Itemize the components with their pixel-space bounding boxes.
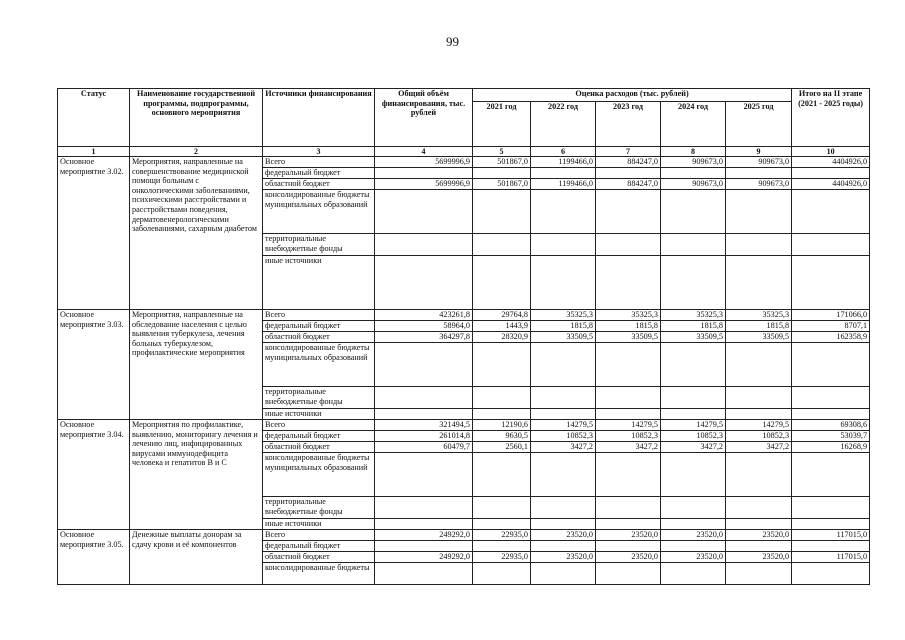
funding-source-cell: областной бюджет: [263, 552, 375, 563]
year-2022-cell: [531, 409, 596, 420]
header-year: 2022 год: [531, 102, 596, 147]
year-2022-cell: [531, 563, 596, 585]
stage-total-cell: 171066,0: [792, 310, 870, 321]
year-2025-cell: [726, 387, 792, 409]
year-2023-cell: [596, 519, 661, 530]
year-2023-cell: [596, 541, 661, 552]
total-volume-cell: 321494,5: [375, 420, 473, 431]
year-2023-cell: 1815,8: [596, 321, 661, 332]
year-2025-cell: [726, 343, 792, 387]
stage-total-cell: [792, 497, 870, 519]
year-2022-cell: [531, 453, 596, 497]
year-2024-cell: 1815,8: [661, 321, 726, 332]
year-2025-cell: [726, 563, 792, 585]
stage-total-cell: [792, 541, 870, 552]
year-2021-cell: 29764,8: [473, 310, 531, 321]
stage-total-cell: 117015,0: [792, 552, 870, 563]
year-2022-cell: 33509,5: [531, 332, 596, 343]
year-2021-cell: 501867,0: [473, 179, 531, 190]
year-2024-cell: [661, 168, 726, 179]
column-number: 7: [596, 147, 661, 157]
year-2025-cell: 3427,2: [726, 442, 792, 453]
header-year: 2023 год: [596, 102, 661, 147]
stage-total-cell: [792, 190, 870, 234]
year-2022-cell: 23520,0: [531, 530, 596, 541]
funding-source-cell: консолидированные бюджеты: [263, 563, 375, 585]
year-2022-cell: 3427,2: [531, 442, 596, 453]
year-2025-cell: [726, 541, 792, 552]
year-2023-cell: [596, 497, 661, 519]
year-2025-cell: [726, 409, 792, 420]
year-2022-cell: [531, 541, 596, 552]
year-2025-cell: 14279,5: [726, 420, 792, 431]
stage-total-cell: 162358,9: [792, 332, 870, 343]
year-2023-cell: [596, 234, 661, 256]
year-2024-cell: 909673,0: [661, 179, 726, 190]
year-2021-cell: 501867,0: [473, 157, 531, 168]
funding-source-cell: федеральный бюджет: [263, 541, 375, 552]
column-number: 1: [58, 147, 130, 157]
total-volume-cell: [375, 563, 473, 585]
year-2022-cell: 23520,0: [531, 552, 596, 563]
year-2023-cell: [596, 190, 661, 234]
table-row: [58, 157, 870, 168]
stage-total-cell: 4404926,0: [792, 157, 870, 168]
funding-source-cell: территориальные внебюджетные фонды: [263, 387, 375, 409]
total-volume-cell: [375, 519, 473, 530]
stage-total-cell: 117015,0: [792, 530, 870, 541]
column-number: 4: [375, 147, 473, 157]
year-2021-cell: [473, 234, 531, 256]
year-2024-cell: [661, 343, 726, 387]
year-2021-cell: [473, 453, 531, 497]
funding-source-cell: консолидированные бюджеты муниципальных образований: [263, 190, 375, 234]
activity-name-cell: Денежные выплаты донорам за сдачу крови и её компонентов: [130, 530, 263, 585]
year-2022-cell: [531, 343, 596, 387]
activity-name-cell: Мероприятия по профилактике, выявлению, мониторингу лечения и лечению лиц, инфицированных вирусами иммунодефицита человека и гепатитов В и С: [130, 420, 263, 530]
stage-total-cell: [792, 519, 870, 530]
header-total-volume: Общий объём финансирования, тыс. рублей: [375, 89, 473, 147]
year-2024-cell: 909673,0: [661, 157, 726, 168]
total-volume-cell: [375, 541, 473, 552]
funding-source-cell: консолидированные бюджеты муниципальных образований: [263, 343, 375, 387]
year-2022-cell: [531, 387, 596, 409]
year-2024-cell: [661, 541, 726, 552]
year-2025-cell: 10852,3: [726, 431, 792, 442]
total-volume-cell: [375, 256, 473, 310]
funding-source-cell: иные источники: [263, 519, 375, 530]
year-2025-cell: [726, 168, 792, 179]
funding-source-cell: областной бюджет: [263, 179, 375, 190]
year-2021-cell: 28320,9: [473, 332, 531, 343]
year-2025-cell: 909673,0: [726, 179, 792, 190]
year-2025-cell: 23520,0: [726, 530, 792, 541]
status-cell: Основное мероприятие 3.03.: [58, 310, 130, 420]
year-2025-cell: [726, 190, 792, 234]
funding-source-cell: территориальные внебюджетные фонды: [263, 234, 375, 256]
stage-total-cell: [792, 256, 870, 310]
year-2025-cell: 23520,0: [726, 552, 792, 563]
status-cell: Основное мероприятие 3.04.: [58, 420, 130, 530]
year-2023-cell: [596, 409, 661, 420]
table-row: [58, 420, 870, 431]
year-2023-cell: 35325,3: [596, 310, 661, 321]
total-volume-cell: [375, 234, 473, 256]
year-2022-cell: 1199466,0: [531, 179, 596, 190]
year-2024-cell: [661, 190, 726, 234]
year-2024-cell: [661, 563, 726, 585]
year-2025-cell: 909673,0: [726, 157, 792, 168]
year-2024-cell: [661, 234, 726, 256]
header-name: Наименование государственной программы, подпрограммы, основного мероприятия: [130, 89, 263, 147]
header-year: 2025 год: [726, 102, 792, 147]
year-2021-cell: [473, 256, 531, 310]
total-volume-cell: 58964,0: [375, 321, 473, 332]
funding-source-cell: иные источники: [263, 409, 375, 420]
year-2021-cell: 2560,1: [473, 442, 531, 453]
year-2021-cell: [473, 497, 531, 519]
year-2025-cell: 35325,3: [726, 310, 792, 321]
year-2021-cell: [473, 519, 531, 530]
year-2021-cell: 12190,6: [473, 420, 531, 431]
stage-total-cell: [792, 453, 870, 497]
table-row: [58, 310, 870, 321]
year-2022-cell: [531, 234, 596, 256]
funding-source-cell: консолидированные бюджеты муниципальных образований: [263, 453, 375, 497]
year-2023-cell: 33509,5: [596, 332, 661, 343]
header-status: Статус: [58, 89, 130, 147]
year-2021-cell: 1443,9: [473, 321, 531, 332]
year-2024-cell: 23520,0: [661, 552, 726, 563]
year-2023-cell: [596, 453, 661, 497]
funding-source-cell: Всего: [263, 420, 375, 431]
year-2025-cell: [726, 234, 792, 256]
total-volume-cell: [375, 453, 473, 497]
year-2022-cell: [531, 168, 596, 179]
column-number: 3: [263, 147, 375, 157]
year-2023-cell: 23520,0: [596, 552, 661, 563]
year-2024-cell: [661, 387, 726, 409]
year-2022-cell: 1199466,0: [531, 157, 596, 168]
stage-total-cell: [792, 168, 870, 179]
funding-source-cell: иные источники: [263, 256, 375, 310]
table-row: [58, 530, 870, 541]
year-2021-cell: [473, 343, 531, 387]
stage-total-cell: [792, 409, 870, 420]
funding-source-cell: территориальные внебюджетные фонды: [263, 497, 375, 519]
header-year: 2024 год: [661, 102, 726, 147]
year-2024-cell: 33509,5: [661, 332, 726, 343]
year-2023-cell: [596, 343, 661, 387]
stage-total-cell: 69308,6: [792, 420, 870, 431]
column-number: 8: [661, 147, 726, 157]
year-2024-cell: [661, 453, 726, 497]
column-number: 9: [726, 147, 792, 157]
year-2024-cell: 3427,2: [661, 442, 726, 453]
funding-source-cell: областной бюджет: [263, 442, 375, 453]
total-volume-cell: [375, 409, 473, 420]
total-volume-cell: 364297,8: [375, 332, 473, 343]
year-2021-cell: [473, 541, 531, 552]
total-volume-cell: 60479,7: [375, 442, 473, 453]
year-2025-cell: [726, 497, 792, 519]
year-2021-cell: 22935,0: [473, 552, 531, 563]
stage-total-cell: [792, 563, 870, 585]
column-number: 10: [792, 147, 870, 157]
year-2021-cell: 22935,0: [473, 530, 531, 541]
table-header: [58, 89, 870, 157]
year-2023-cell: 884247,0: [596, 157, 661, 168]
stage-total-cell: [792, 343, 870, 387]
header-estimate: Оценка расходов (тыс. рублей): [473, 89, 792, 102]
status-cell: Основное мероприятие 3.05.: [58, 530, 130, 585]
year-2025-cell: 1815,8: [726, 321, 792, 332]
year-2024-cell: 35325,3: [661, 310, 726, 321]
activity-name-cell: Мероприятия, направленные на совершенствование медицинской помощи больным с онкологическими заболеваниями, психическими расстройствами и расстройствами поведения, дерматовенерологическими заболеваниями, сахарным диабетом: [130, 157, 263, 310]
total-volume-cell: [375, 497, 473, 519]
year-2022-cell: 35325,3: [531, 310, 596, 321]
year-2024-cell: [661, 409, 726, 420]
total-volume-cell: 5699996,9: [375, 157, 473, 168]
year-2025-cell: [726, 453, 792, 497]
total-volume-cell: [375, 387, 473, 409]
year-2023-cell: 10852,3: [596, 431, 661, 442]
total-volume-cell: 261014,8: [375, 431, 473, 442]
page-number: 99: [446, 34, 459, 49]
funding-source-cell: федеральный бюджет: [263, 168, 375, 179]
stage-total-cell: [792, 387, 870, 409]
stage-total-cell: 16268,9: [792, 442, 870, 453]
total-volume-cell: 249292,0: [375, 530, 473, 541]
year-2023-cell: 3427,2: [596, 442, 661, 453]
stage-total-cell: [792, 234, 870, 256]
year-2022-cell: 10852,3: [531, 431, 596, 442]
year-2023-cell: 23520,0: [596, 530, 661, 541]
total-volume-cell: 423261,8: [375, 310, 473, 321]
stage-total-cell: 8707,1: [792, 321, 870, 332]
header-year: 2021 год: [473, 102, 531, 147]
stage-total-cell: 53039,7: [792, 431, 870, 442]
year-2022-cell: 14279,5: [531, 420, 596, 431]
year-2025-cell: 33509,5: [726, 332, 792, 343]
year-2024-cell: [661, 497, 726, 519]
column-numbers-row: [58, 147, 870, 157]
year-2021-cell: [473, 387, 531, 409]
year-2023-cell: 14279,5: [596, 420, 661, 431]
budget-table: [57, 88, 870, 585]
year-2021-cell: [473, 168, 531, 179]
status-cell: Основное мероприятие 3.02.: [58, 157, 130, 310]
year-2021-cell: [473, 190, 531, 234]
year-2023-cell: [596, 256, 661, 310]
year-2023-cell: [596, 168, 661, 179]
total-volume-cell: [375, 190, 473, 234]
total-volume-cell: 249292,0: [375, 552, 473, 563]
year-2024-cell: 14279,5: [661, 420, 726, 431]
year-2021-cell: [473, 409, 531, 420]
activity-name-cell: Мероприятия, направленные на обследование населения с целью выявления туберкулеза, лечения больных туберкулезом, профилактические мероприятия: [130, 310, 263, 420]
column-number: 5: [473, 147, 531, 157]
year-2022-cell: [531, 497, 596, 519]
header-stage-total: Итого на II этапе (2021 - 2025 годы): [792, 89, 870, 147]
year-2021-cell: 9630,5: [473, 431, 531, 442]
total-volume-cell: 5699996,9: [375, 179, 473, 190]
year-2024-cell: 10852,3: [661, 431, 726, 442]
year-2022-cell: 1815,8: [531, 321, 596, 332]
funding-source-cell: федеральный бюджет: [263, 431, 375, 442]
year-2024-cell: 23520,0: [661, 530, 726, 541]
year-2024-cell: [661, 256, 726, 310]
funding-source-cell: федеральный бюджет: [263, 321, 375, 332]
year-2022-cell: [531, 519, 596, 530]
year-2025-cell: [726, 256, 792, 310]
year-2023-cell: [596, 387, 661, 409]
year-2025-cell: [726, 519, 792, 530]
year-2022-cell: [531, 190, 596, 234]
header-sources: Источники финансирования: [263, 89, 375, 147]
funding-source-cell: Всего: [263, 157, 375, 168]
year-2023-cell: [596, 563, 661, 585]
table-body: [58, 157, 870, 585]
total-volume-cell: [375, 168, 473, 179]
year-2024-cell: [661, 519, 726, 530]
column-number: 6: [531, 147, 596, 157]
column-number: 2: [130, 147, 263, 157]
year-2021-cell: [473, 563, 531, 585]
year-2022-cell: [531, 256, 596, 310]
year-2023-cell: 884247,0: [596, 179, 661, 190]
funding-source-cell: Всего: [263, 530, 375, 541]
funding-source-cell: областной бюджет: [263, 332, 375, 343]
total-volume-cell: [375, 343, 473, 387]
funding-source-cell: Всего: [263, 310, 375, 321]
stage-total-cell: 4404926,0: [792, 179, 870, 190]
